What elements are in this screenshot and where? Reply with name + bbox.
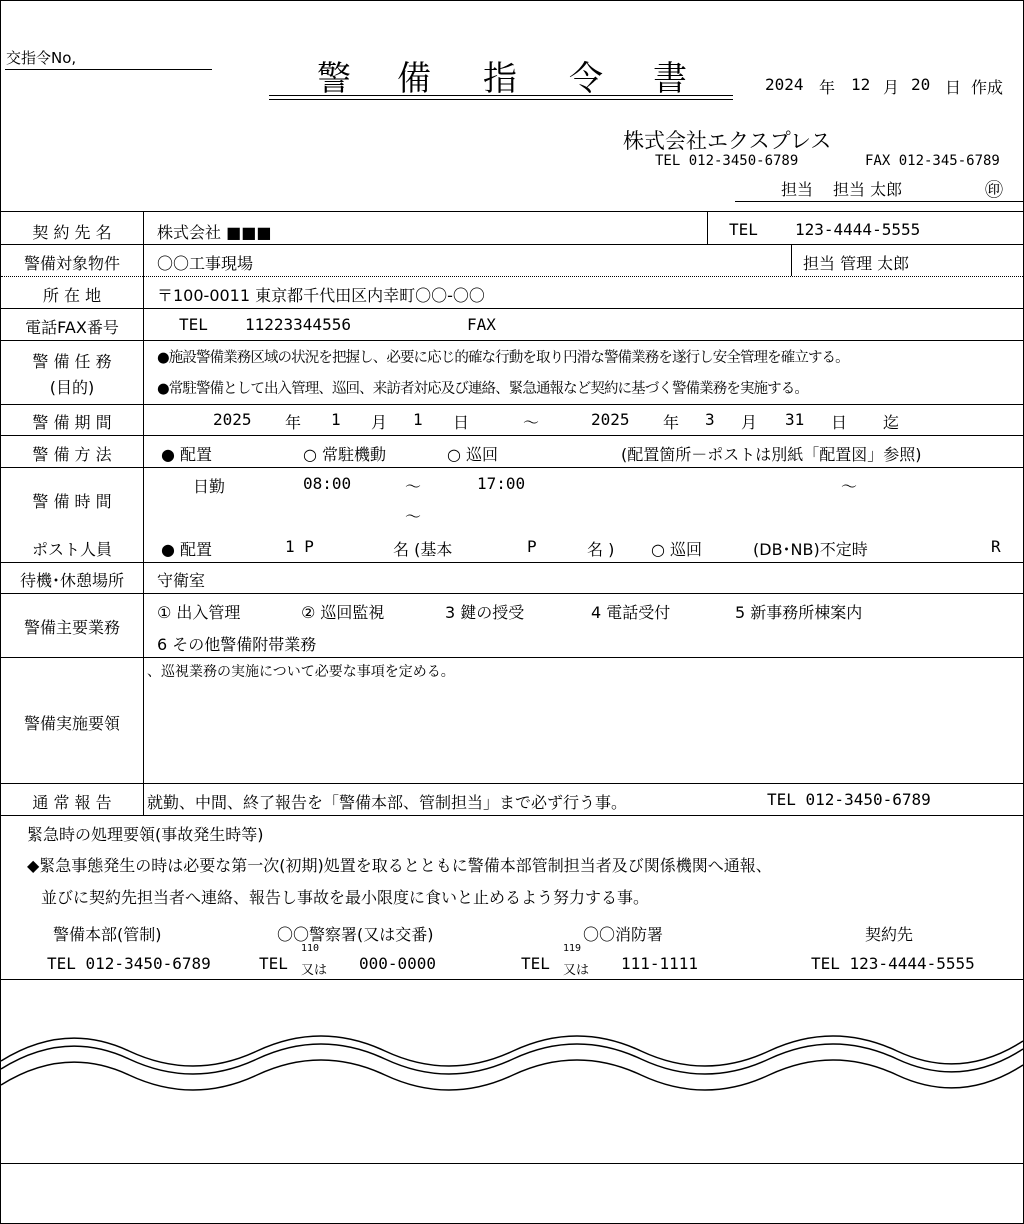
post-p: P: [527, 537, 537, 556]
date-year: 2024: [765, 75, 804, 94]
period-year-unit: 年: [285, 413, 302, 432]
title-char: 備: [397, 59, 431, 99]
post-r: R: [991, 537, 1001, 556]
post-option-deploy: ● 配置: [161, 540, 213, 559]
section-line: [1, 1163, 1023, 1164]
contact-police-sub: 又は: [301, 963, 328, 978]
title-char: 令: [569, 59, 603, 99]
date-day: 20: [911, 75, 931, 94]
main-duty-item: 6 その他警備附帯業務: [157, 635, 317, 654]
contract-value: 株式会社 ■■■: [157, 223, 272, 242]
duty-line-2: ●常駐警備として出入管理、巡回、来訪者対応及び連絡、緊急通報など契約に基づく警備業務を実施する。: [157, 381, 808, 397]
period-month-unit: 月: [741, 413, 758, 432]
date-month-unit: 月: [883, 78, 900, 97]
duty-line-1: ●施設警備業務区域の状況を把握し、必要に応じ的確な行動を取り円滑な警備業務を遂行し安全管理を確立する。: [157, 350, 849, 366]
post-mei-close: 名 ): [587, 540, 615, 559]
method-label: 警 備 方 法: [32, 445, 112, 464]
contact-client-name: 契約先: [865, 925, 914, 944]
person-name: 担当 太郎: [833, 180, 903, 199]
period-label: 警 備 期 間: [32, 413, 112, 432]
emergency-line-2: 並びに契約先担当者へ連絡、報告し事故を最小限度に食いと止めるよう努力する事。: [41, 888, 650, 907]
period-end-month: 3: [705, 410, 715, 429]
row-line: [1, 562, 1023, 563]
report-tel: TEL 012-3450-6789: [767, 790, 931, 809]
period-day-unit: 日: [453, 413, 470, 432]
property-person: 担当 管理 太郎: [803, 254, 910, 273]
order-no-underline: [5, 69, 212, 70]
company-name: 株式会社エクスプレス: [623, 129, 832, 153]
row-line: [1, 244, 1023, 245]
method-option-deploy: ● 配置: [161, 445, 213, 464]
period-day-unit: 日: [831, 413, 848, 432]
phone-tel-label: TEL: [179, 315, 208, 334]
method-option-patrol: ○ 巡回: [447, 445, 499, 464]
company-tel: TEL 012-3450-6789: [655, 153, 799, 169]
contract-tel-label: TEL: [729, 220, 758, 239]
date-year-unit: 年: [819, 78, 836, 97]
title-underline-2: [269, 99, 733, 100]
post-option-patrol: ○ 巡回: [651, 540, 703, 559]
person-underline: [735, 201, 1023, 202]
row-line: [1, 593, 1023, 594]
main-duty-item: 3 鍵の授受: [445, 603, 525, 622]
title-char: 指: [483, 59, 517, 99]
contact-fire-tel-label: TEL: [521, 954, 550, 973]
row-line: [1, 340, 1023, 341]
date-month: 12: [851, 75, 871, 94]
phone-tel: 11223344556: [245, 315, 351, 334]
contact-police-tel-label: TEL: [259, 954, 288, 973]
main-duty-item: ① 出入管理: [157, 603, 241, 622]
row-line: [1, 657, 1023, 658]
contact-hq-tel: TEL 012-3450-6789: [47, 954, 211, 973]
emergency-line-1: ◆緊急事態発生の時は必要な第一次(初期)処置を取るとともに警備本部管制担当者及び関係機関へ通報、: [27, 856, 772, 875]
standby-value: 守衛室: [157, 571, 206, 590]
hours-tilde-3: ～: [405, 507, 422, 526]
title-underline: [269, 95, 733, 96]
method-note: (配置箇所－ポストは別紙「配置図」参照): [621, 445, 922, 464]
contact-client-tel: TEL 123-4444-5555: [811, 954, 975, 973]
period-start-year: 2025: [213, 410, 252, 429]
duty-sublabel: (目的): [49, 378, 95, 397]
period-tilde: ～: [523, 413, 540, 432]
row-line: [1, 308, 1023, 309]
person-column-line: [791, 244, 792, 276]
wave-divider: [1, 1011, 1023, 1131]
contact-hq-name: 警備本部(管制): [53, 925, 162, 944]
row-line: [1, 783, 1023, 784]
contact-fire-name: 〇〇消防署: [583, 925, 664, 944]
emergency-title: 緊急時の処理要領(事故発生時等): [27, 825, 264, 844]
period-until: 迄: [883, 413, 900, 432]
title-char: 警: [317, 59, 351, 99]
period-end-day: 31: [785, 410, 805, 429]
label-column-line: [143, 562, 144, 815]
report-text: 就勤、中間、終了報告を「警備本部、管制担当」まで必ず行う事。: [147, 793, 628, 812]
company-fax: FAX 012-345-6789: [865, 153, 1000, 169]
main-duty-item: 4 電話受付: [591, 603, 671, 622]
order-no-label: 交指令No,: [6, 49, 77, 67]
guidelines-label: 警備実施要領: [23, 714, 120, 733]
report-label: 通 常 報 告: [32, 793, 112, 812]
contact-police-tel: 000-0000: [359, 954, 437, 973]
date-day-unit: 日: [945, 78, 962, 97]
contact-police-name: 〇〇警察署(又は交番): [277, 925, 434, 944]
contact-fire-tel: 111-1111: [621, 954, 699, 973]
hours-label: 警 備 時 間: [32, 492, 112, 511]
period-start-day: 1: [413, 410, 423, 429]
table-top-line: [1, 211, 1023, 212]
contract-tel: 123-4444-5555: [795, 220, 921, 239]
person-label: 担当: [781, 180, 814, 199]
row-line: [1, 815, 1023, 816]
main-duty-item: 5 新事務所棟案内: [735, 603, 863, 622]
contact-fire-sub: 又は: [563, 963, 590, 978]
seal-icon: ㊞: [985, 180, 1003, 201]
period-end-year: 2025: [591, 410, 630, 429]
main-duties-label: 警備主要業務: [23, 618, 120, 637]
label-column-line: [143, 211, 144, 562]
phone-label: 電話FAX番号: [25, 318, 119, 337]
address-value: 〒100-0011 東京都千代田区内幸町〇〇-〇〇: [157, 286, 485, 305]
guidelines-text: 、巡視業務の実施について必要な事項を定める。: [147, 664, 455, 680]
period-start-month: 1: [331, 410, 341, 429]
period-year-unit: 年: [663, 413, 680, 432]
contract-label: 契 約 先 名: [32, 223, 112, 242]
standby-label: 待機･休憩場所: [19, 571, 124, 590]
property-label: 警備対象物件: [23, 254, 120, 273]
phone-fax-label: FAX: [467, 315, 496, 334]
method-option-resident: ○ 常駐機動: [303, 445, 387, 464]
property-value: 〇〇工事現場: [157, 254, 254, 273]
title-char: 書: [653, 59, 687, 99]
tel-column-line: [707, 211, 708, 244]
row-line-dotted: [1, 276, 1023, 277]
hours-end: 17:00: [477, 474, 526, 493]
row-line: [1, 435, 1023, 436]
row-line: [1, 467, 1023, 468]
row-line: [1, 404, 1023, 405]
contact-fire-sup: 119: [563, 943, 582, 954]
main-duty-item: ② 巡回監視: [301, 603, 385, 622]
address-label: 所 在 地: [42, 286, 102, 305]
contact-police-sup: 110: [301, 943, 320, 954]
post-count: 1 P: [285, 537, 314, 556]
section-line: [1, 979, 1023, 980]
hours-tilde-2: ～: [841, 477, 858, 496]
date-suffix: 作成: [971, 78, 1004, 97]
duty-label: 警 備 任 務: [32, 352, 112, 371]
hours-start: 08:00: [303, 474, 352, 493]
post-label: ポスト人員: [31, 540, 112, 559]
hours-shift: 日勤: [193, 477, 226, 496]
post-basic: 名 (基本: [393, 540, 453, 559]
period-month-unit: 月: [371, 413, 388, 432]
post-dbnb: (DB･NB)不定時: [753, 540, 868, 559]
hours-tilde: ～: [405, 477, 422, 496]
